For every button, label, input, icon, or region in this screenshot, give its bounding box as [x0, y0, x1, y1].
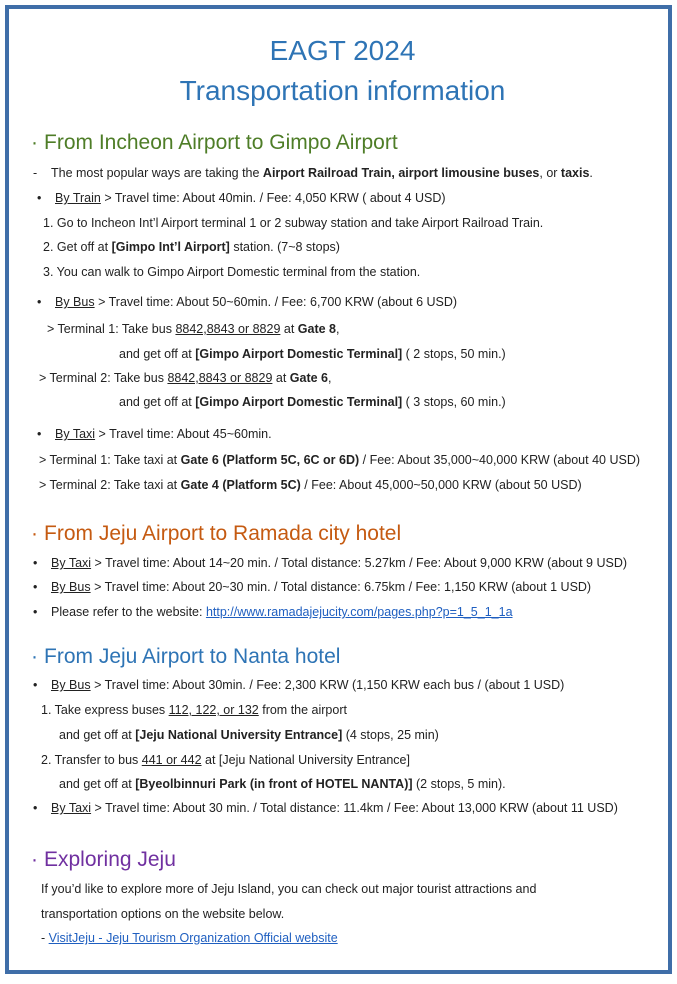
by-bus-label: By Bus: [51, 678, 91, 692]
by-train-label: By Train: [55, 191, 101, 205]
page-subtitle: Transportation information: [179, 75, 506, 106]
heading-text: From Jeju Airport to Ramada city hotel: [44, 522, 402, 545]
nanta-step-2-getoff: and get off at [Byeolbinnuri Park (in front of HOTEL NANTA)] (2 stops, 5 min).: [59, 777, 506, 791]
section-heading-exploring-jeju: [31, 848, 176, 872]
intro-line: - The most popular ways are taking the Airport Railroad Train, airport limousine buses, or taxis.: [33, 166, 593, 180]
bullet: •: [33, 605, 38, 619]
bus-terminal-1-getoff: and get off at [Gimpo Airport Domestic Terminal] ( 2 stops, 50 min.): [119, 347, 506, 361]
visitjeju-link-line: - VisitJeju - Jeju Tourism Organization Official website: [41, 931, 338, 945]
bullet: •: [37, 427, 42, 441]
section-heading-jeju-ramada: [31, 522, 401, 546]
bullet: •: [33, 678, 38, 692]
by-taxi-label: By Taxi: [51, 556, 92, 570]
train-step-2: 2. Get off at [Gimpo Int’l Airport] station. (7~8 stops): [43, 240, 340, 254]
section-heading-incheon-gimpo: [31, 131, 398, 155]
bus-terminal-1: > Terminal 1: Take bus 8842,8843 or 8829 at Gate 8,: [47, 322, 340, 336]
bullet: •: [33, 580, 38, 594]
ramada-bus-line: • By Bus > Travel time: About 20~30 min. / Total distance: 6.75km / Fee: 1,150 KRW (about 1 USD): [33, 580, 592, 594]
dash-bullet: -: [33, 166, 38, 180]
train-line: • By Train > Travel time: About 40min. / Fee: 4,050 KRW ( about 4 USD): [37, 191, 446, 205]
bus-terminal-2-getoff: and get off at [Gimpo Airport Domestic Terminal] ( 3 stops, 60 min.): [119, 395, 506, 409]
nanta-step-1-getoff: and get off at [Jeju National University Entrance] (4 stops, 25 min): [59, 728, 439, 742]
bullet: •: [37, 295, 42, 309]
heading-bullet: ·: [31, 645, 38, 668]
bullet: •: [33, 556, 38, 570]
by-taxi-label: By Taxi: [55, 427, 96, 441]
nanta-taxi-line: • By Taxi > Travel time: About 30 min. / Total distance: 11.4km / Fee: About 13,000 KRW (about 11 USD): [33, 801, 618, 815]
train-step-3: 3. You can walk to Gimpo Airport Domestic terminal from the station.: [43, 265, 421, 279]
document-frame: [5, 5, 672, 974]
page-title: EAGT 2024: [269, 35, 416, 66]
heading-text: Exploring Jeju: [44, 848, 176, 871]
bus-terminal-2: > Terminal 2: Take bus 8842,8843 or 8829 at Gate 6,: [39, 371, 332, 385]
taxi-line: • By Taxi > Travel time: About 45~60min.: [37, 427, 272, 441]
nanta-step-1: 1. Take express buses 112, 122, or 132 from the airport: [41, 703, 347, 717]
nanta-bus-line: • By Bus > Travel time: About 30min. / Fee: 2,300 KRW (1,150 KRW each bus / (about 1 USD): [33, 678, 565, 692]
ramada-website-link[interactable]: http://www.ramadajejucity.com/pages.php?p=1_5_1_1a: [205, 605, 513, 619]
taxi-terminal-2: > Terminal 2: Take taxi at Gate 4 (Platform 5C) / Fee: About 45,000~50,000 KRW (about 50 USD): [39, 478, 582, 492]
ramada-taxi-line: • By Taxi > Travel time: About 14~20 min. / Total distance: 5.27km / Fee: About 9,000 KRW (about 9 USD): [33, 556, 628, 570]
taxi-terminal-1: > Terminal 1: Take taxi at Gate 6 (Platform 5C, 6C or 6D) / Fee: About 35,000~40,000 KRW (about 40 USD): [39, 453, 641, 467]
heading-text: From Incheon Airport to Gimpo Airport: [44, 131, 398, 154]
by-bus-label: By Bus: [51, 580, 91, 594]
section-heading-jeju-nanta: [31, 645, 340, 669]
train-step-1: 1. Go to Incheon Int’l Airport terminal 1 or 2 subway station and take Airport Railroad Train.: [43, 216, 544, 230]
nanta-step-2: 2. Transfer to bus 441 or 442 at [Jeju National University Entrance]: [41, 753, 410, 767]
explore-paragraph-line-2: transportation options on the website below.: [41, 907, 285, 921]
heading-bullet: ·: [31, 848, 38, 871]
bullet: •: [33, 801, 38, 815]
by-taxi-label: By Taxi: [51, 801, 92, 815]
heading-text: From Jeju Airport to Nanta hotel: [44, 645, 341, 668]
bus-line: • By Bus > Travel time: About 50~60min. / Fee: 6,700 KRW (about 6 USD): [37, 295, 458, 309]
ramada-website-line: • Please refer to the website: http://www.ramadajejucity.com/pages.php?p=1_5_1_1a: [33, 605, 513, 619]
visitjeju-link[interactable]: VisitJeju - Jeju Tourism Organization Official website: [48, 931, 338, 945]
heading-bullet: ·: [31, 131, 38, 154]
explore-paragraph-line-1: If you’d like to explore more of Jeju Island, you can check out major tourist attractions and: [41, 882, 537, 896]
bullet: •: [37, 191, 42, 205]
heading-bullet: ·: [31, 522, 38, 545]
by-bus-label: By Bus: [55, 295, 95, 309]
